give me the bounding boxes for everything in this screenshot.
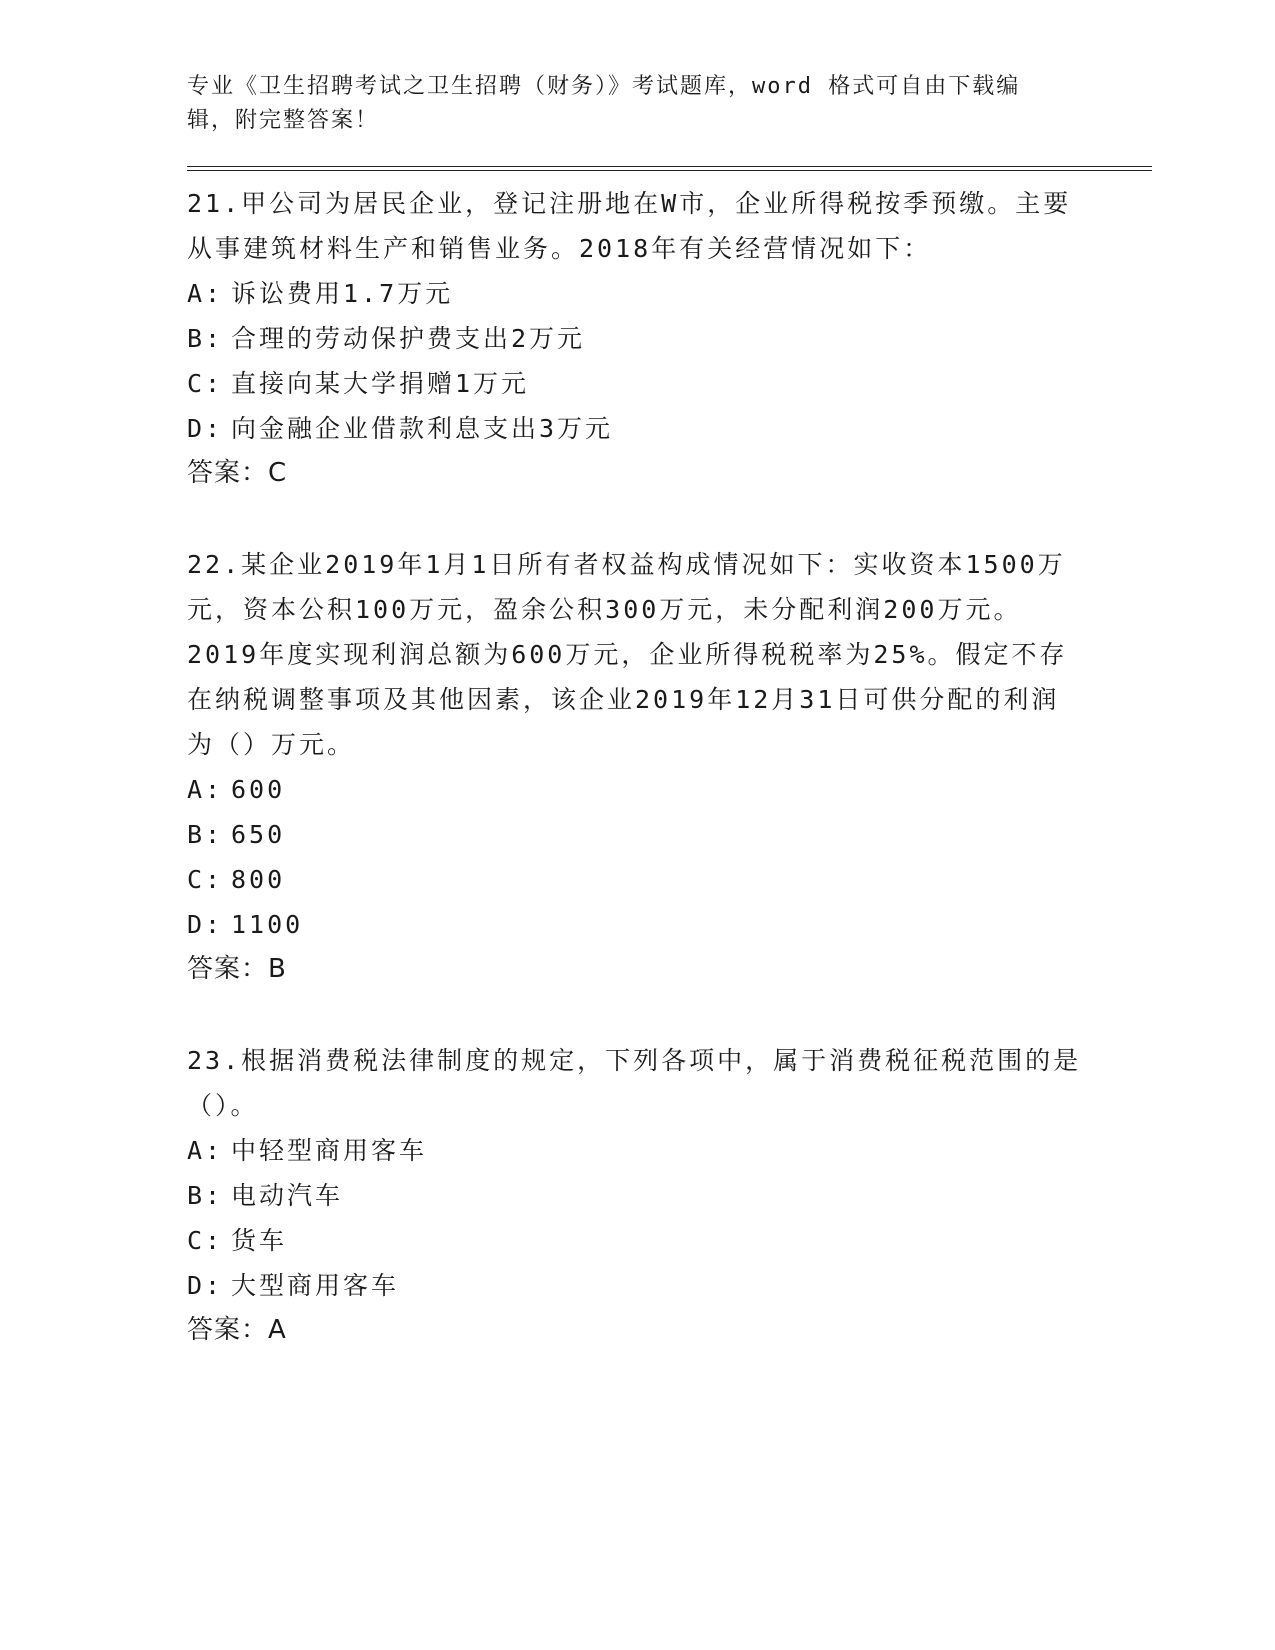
option-b — [187, 316, 1152, 361]
option-c — [187, 857, 1152, 902]
option-key: A: — [187, 279, 224, 308]
option-a — [187, 271, 1152, 316]
option-key: B: — [187, 1181, 224, 1210]
option-d — [187, 1263, 1152, 1308]
option-text: 电动汽车 — [231, 1181, 344, 1210]
answer-line: 答案：B — [187, 954, 287, 984]
question-22 — [187, 542, 1152, 992]
option-c — [187, 361, 1152, 406]
option-c — [187, 1218, 1152, 1263]
option-text: 大型商用客车 — [231, 1271, 400, 1300]
option-text: 货车 — [231, 1226, 288, 1255]
option-key: D: — [187, 910, 224, 939]
option-d — [187, 902, 1152, 947]
question-stem: 23.根据消费税法律制度的规定，下列各项中，属于消费税征税范围的是（）。 — [187, 1046, 1082, 1120]
option-text: 中轻型商用客车 — [231, 1136, 428, 1165]
option-text: 600 — [231, 775, 286, 804]
option-key: C: — [187, 369, 224, 398]
option-text: 650 — [231, 820, 286, 849]
option-key: B: — [187, 820, 224, 849]
option-b — [187, 812, 1152, 857]
option-text: 诉讼费用1.7万元 — [231, 279, 454, 308]
option-text: 向金融企业借款利息支出3万元 — [231, 414, 614, 443]
option-a — [187, 767, 1152, 812]
option-text: 800 — [231, 865, 286, 894]
option-d — [187, 406, 1152, 451]
answer-line: 答案：C — [187, 458, 288, 488]
option-key: C: — [187, 1226, 224, 1255]
option-key: D: — [187, 1271, 224, 1300]
question-21 — [187, 181, 1152, 496]
option-a — [187, 1128, 1152, 1173]
option-b — [187, 1173, 1152, 1218]
question-stem: 22.某企业2019年1月1日所有者权益构成情况如下：实收资本1500万元，资本公积100万元，盈余公积300万元，未分配利润200万元。2019年度实现利润总额为600万元，企业所得税税率为25%。假定不存在纳税调整事项及其他因素，该企业2019年12月31日可供分配的利润为（）万元。 — [187, 550, 1068, 759]
option-text: 合理的劳动保护费支出2万元 — [231, 324, 586, 353]
document-header: 专业《卫生招聘考试之卫生招聘（财务）》考试题库，word 格式可自由下载编辑，附完整答案！ — [187, 74, 1021, 133]
header-divider — [187, 166, 1152, 171]
answer-line: 答案：A — [187, 1315, 287, 1345]
option-key: D: — [187, 414, 224, 443]
option-key: A: — [187, 775, 224, 804]
question-list — [187, 181, 1152, 1353]
question-23 — [187, 1038, 1152, 1353]
document-page — [187, 70, 1152, 1399]
option-key: C: — [187, 865, 224, 894]
option-text: 直接向某大学捐赠1万元 — [231, 369, 530, 398]
option-key: B: — [187, 324, 224, 353]
option-text: 1100 — [231, 910, 304, 939]
question-stem: 21.甲公司为居民企业，登记注册地在W市，企业所得税按季预缴。主要从事建筑材料生产和销售业务。2018年有关经营情况如下： — [187, 189, 1072, 263]
option-key: A: — [187, 1136, 224, 1165]
